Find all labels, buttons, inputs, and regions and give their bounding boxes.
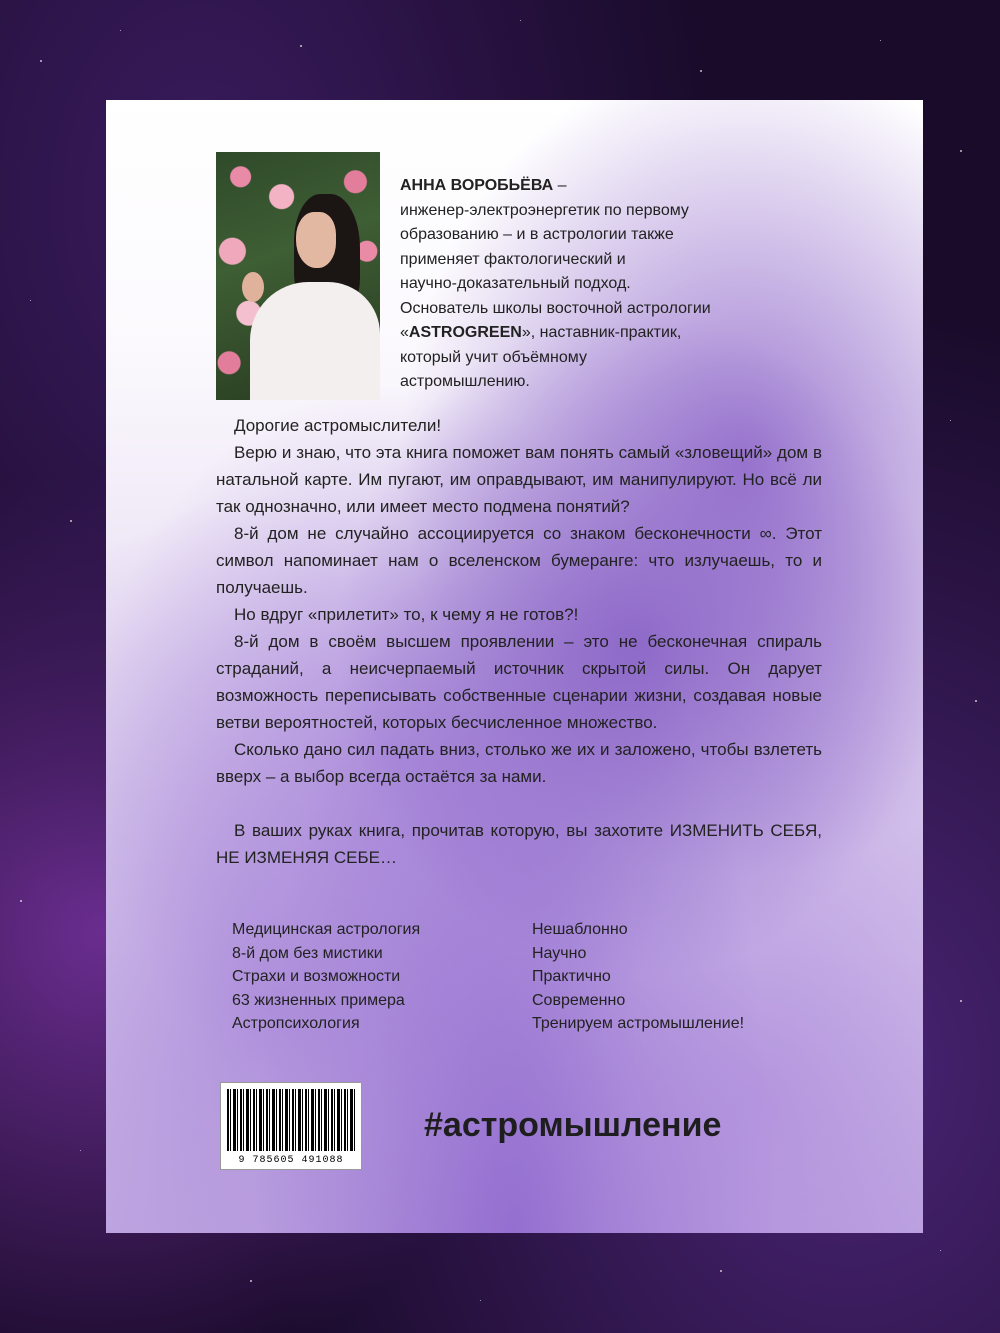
feature-item: Медицинская астрология xyxy=(232,921,421,938)
features-list-left xyxy=(232,918,420,1036)
paragraph: 8-й дом не случайно ассоциируется со знаком бесконечности ∞. Этот символ напоминает нам о вселенском бумеранге: что излучаешь, то и получаешь. xyxy=(216,524,822,597)
closing-paragraph: В ваших руках книга, прочитав которую, вы захотите ИЗМЕНИТЬ СЕБЯ, НЕ ИЗМЕНЯЯ СЕБЕ… xyxy=(216,821,822,867)
bio-line: который учит объёмному xyxy=(400,348,587,366)
feature-item: Страхи и возможности xyxy=(232,968,401,985)
paragraph: 8-й дом в своём высшем проявлении – это не бесконечная спираль страданий, а неисчерпаемый источник скрытой силы. Он дарует возможность переписывать собственные сценарии жизни, создавая новые ветви вероятностей, которых бесчисленное множество. xyxy=(216,632,822,732)
paragraph: Дорогие астромыслители! xyxy=(234,416,442,435)
paragraph: Сколько дано сил падать вниз, столько же их и заложено, чтобы взлететь вверх – а выбор всегда остаётся за нами. xyxy=(216,740,822,786)
feature-item: Астропсихология xyxy=(232,1015,360,1032)
bio-line: применяет фактологический и xyxy=(400,250,626,268)
book-back-cover xyxy=(106,100,923,1233)
isbn-barcode xyxy=(220,1082,362,1170)
bio-line: Основатель школы восточной астрологии xyxy=(400,299,711,317)
hashtag: #астромышление xyxy=(424,1106,722,1144)
barcode-bars xyxy=(227,1089,355,1151)
bio-line: инженер-электроэнергетик по первому xyxy=(400,201,689,219)
bio-line: астромышлению. xyxy=(400,373,530,390)
feature-item: 8-й дом без мистики xyxy=(232,944,383,962)
barcode-digits: 9 785605 491088 xyxy=(238,1155,344,1166)
author-bio: АННА ВОРОБЬЁВА – инженер-электроэнергетик по первому образованию – и в астрологии также применяет фактологический и научно-доказательный подход. Основатель школы восточной астрологии «ASTROGREEN», наставник-практик, который учит объёмному астромышлению. xyxy=(400,174,760,395)
feature-item: Современно xyxy=(532,991,626,1009)
author-photo xyxy=(216,152,380,400)
bio-line: научно-доказательный подход. xyxy=(400,275,631,292)
bio-line: образованию – и в астрологии также xyxy=(400,226,674,243)
features-list-right xyxy=(532,918,744,1036)
feature-item: Нешаблонно xyxy=(532,921,628,938)
paragraph: Верю и знаю, что эта книга поможет вам понять самый «зловещий» дом в натальной карте. Им пугают, им оправдывают, им манипулируют. Но всё ли так однозначно, или имеет место подмена понятий? xyxy=(216,443,822,516)
author-name: АННА ВОРОБЬЁВА xyxy=(400,177,554,194)
school-name: ASTROGREEN xyxy=(408,324,522,341)
feature-item: Практично xyxy=(532,968,611,985)
feature-item: Научно xyxy=(532,944,587,962)
feature-item: Тренируем астромышление! xyxy=(532,1015,745,1032)
paragraph: Но вдруг «прилетит» то, к чему я не готов?! xyxy=(234,605,579,624)
feature-item: 63 жизненных примера xyxy=(232,991,405,1009)
annotation-text xyxy=(216,412,822,871)
